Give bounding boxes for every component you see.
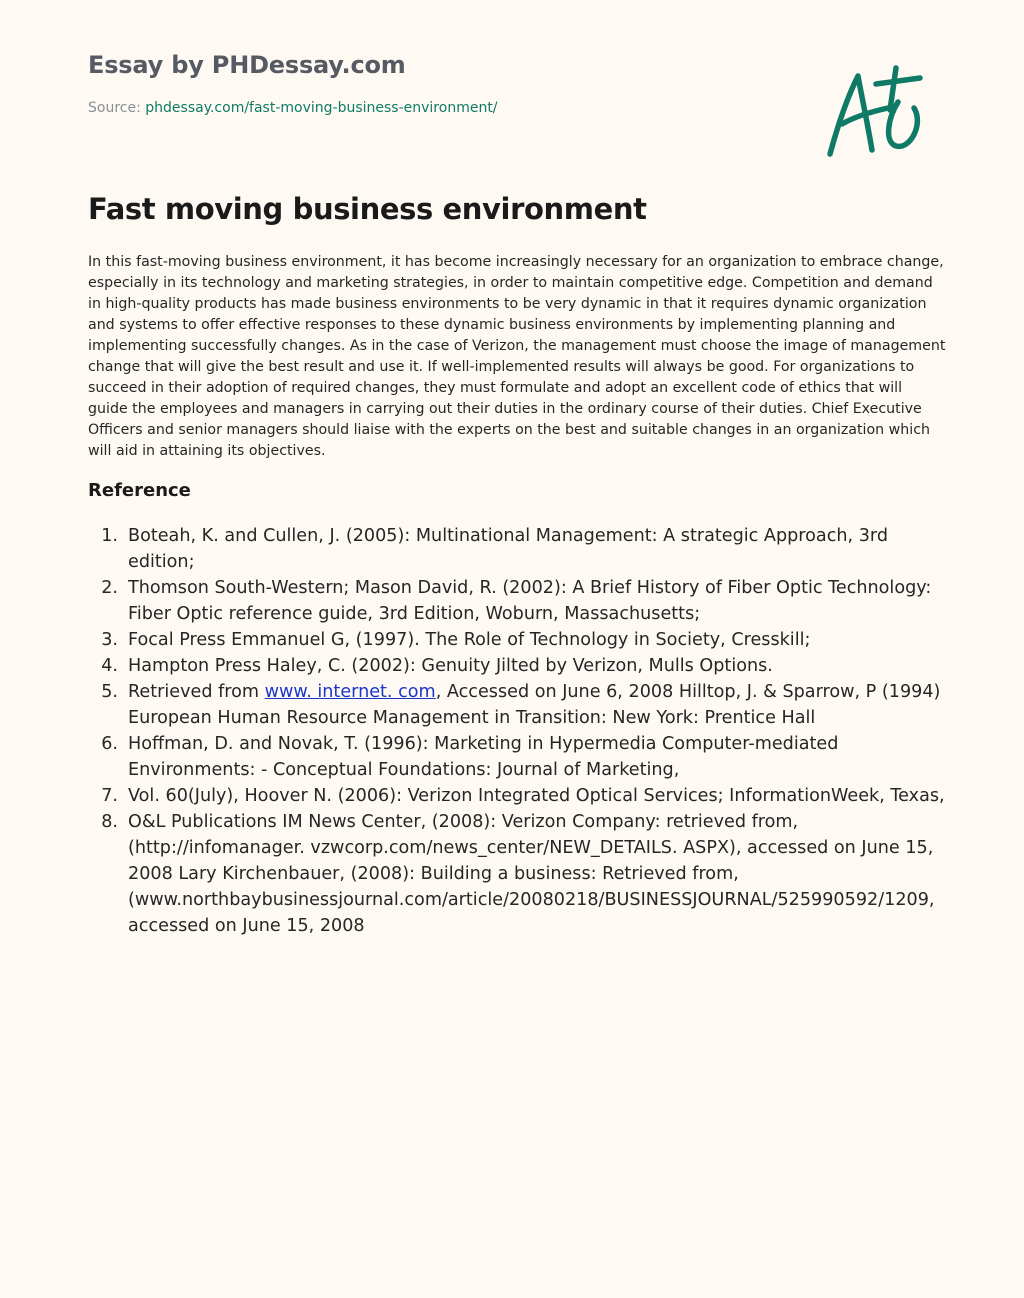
reference-text: Vol. 60(July), Hoover N. (2006): Verizon Integrated Optical Services; InformationWeek, Texas, <box>128 786 945 806</box>
reference-number: 1. <box>101 526 118 546</box>
source-label: Source: <box>88 100 146 116</box>
source-line <box>88 98 708 118</box>
reference-number: 7. <box>101 786 118 806</box>
reference-number: 6. <box>101 734 118 754</box>
a-plus-logo-icon <box>820 62 932 166</box>
reference-item <box>88 523 948 575</box>
reference-link[interactable]: www. internet. com <box>264 682 436 702</box>
reference-text: Hoffman, D. and Novak, T. (1996): Marketing in Hypermedia Computer-mediated Environments: - Conceptual Foundations: Journal of Marketing, <box>128 734 839 780</box>
reference-item <box>88 653 948 679</box>
reference-number: 2. <box>101 578 118 598</box>
reference-item <box>88 783 948 809</box>
references-heading: Reference <box>88 480 191 501</box>
reference-item <box>88 627 948 653</box>
reference-text: Thomson South-Western; Mason David, R. (2002): A Brief History of Fiber Optic Technology: Fiber Optic reference guide, 3rd Edition, Woburn, Massachusetts; <box>128 578 932 624</box>
reference-number: 8. <box>101 812 118 832</box>
source-link[interactable]: phdessay.com/fast-moving-business-environment/ <box>145 100 498 116</box>
reference-number: 3. <box>101 630 118 650</box>
references-list <box>88 523 948 939</box>
reference-text: Boteah, K. and Cullen, J. (2005): Multinational Management: A strategic Approach, 3rd edition; <box>128 526 888 572</box>
essay-body: In this fast-moving business environment, it has become increasingly necessary for an organization to embrace change, especially in its technology and marketing strategies, in order to maintain competitive edge. Competition and demand in high-quality products has made business environments to be very dynamic in that it requires dynamic organization and systems to offer effective responses to these dynamic business environments by implementing planning and implementing successfully changes. As in the case of Verizon, the management must choose the image of management change that will give the best result and use it. If well-implemented results will always be good. For organizations to succeed in their adoption of required changes, they must formulate and adopt an excellent code of ethics that will guide the employees and managers in carrying out their duties in the ordinary course of their duties. Chief Executive Officers and senior managers should liaise with the experts on the best and suitable changes in an organization which will aid in attaining its objectives. <box>88 254 946 459</box>
essay-title: Fast moving business environment <box>88 192 647 226</box>
reference-text-before: Retrieved from <box>128 682 265 702</box>
reference-number: 5. <box>101 682 118 702</box>
reference-number: 4. <box>101 656 118 676</box>
reference-item <box>88 731 948 783</box>
reference-text: Focal Press Emmanuel G, (1997). The Role of Technology in Society, Cresskill; <box>128 630 811 650</box>
reference-text: O&L Publications IM News Center, (2008): Verizon Company: retrieved from, (http://infomanager. vzwcorp.com/news_center/NEW_DETAILS. ASPX), accessed on June 15, 2008 Lary Kirchenbauer, (2008): Building a business: Retrieved from, (www.northbaybusinessjournal.com/article/20080218/BUSINESSJOURNAL/525990592/1209, accessed on June 15, 2008 <box>128 812 935 936</box>
reference-item <box>88 679 948 731</box>
reference-item <box>88 575 948 627</box>
site-brand: Essay by PHDessay.com <box>88 51 406 79</box>
reference-item <box>88 809 948 939</box>
site-header <box>88 48 708 118</box>
reference-text: Hampton Press Haley, C. (2002): Genuity Jilted by Verizon, Mulls Options. <box>128 656 773 676</box>
reference-text-after: , Accessed on June 6, 2008 Hilltop, J. & Sparrow, P (1994) European Human Resource Management in Transition: New York: Prentice Hall <box>128 682 941 728</box>
